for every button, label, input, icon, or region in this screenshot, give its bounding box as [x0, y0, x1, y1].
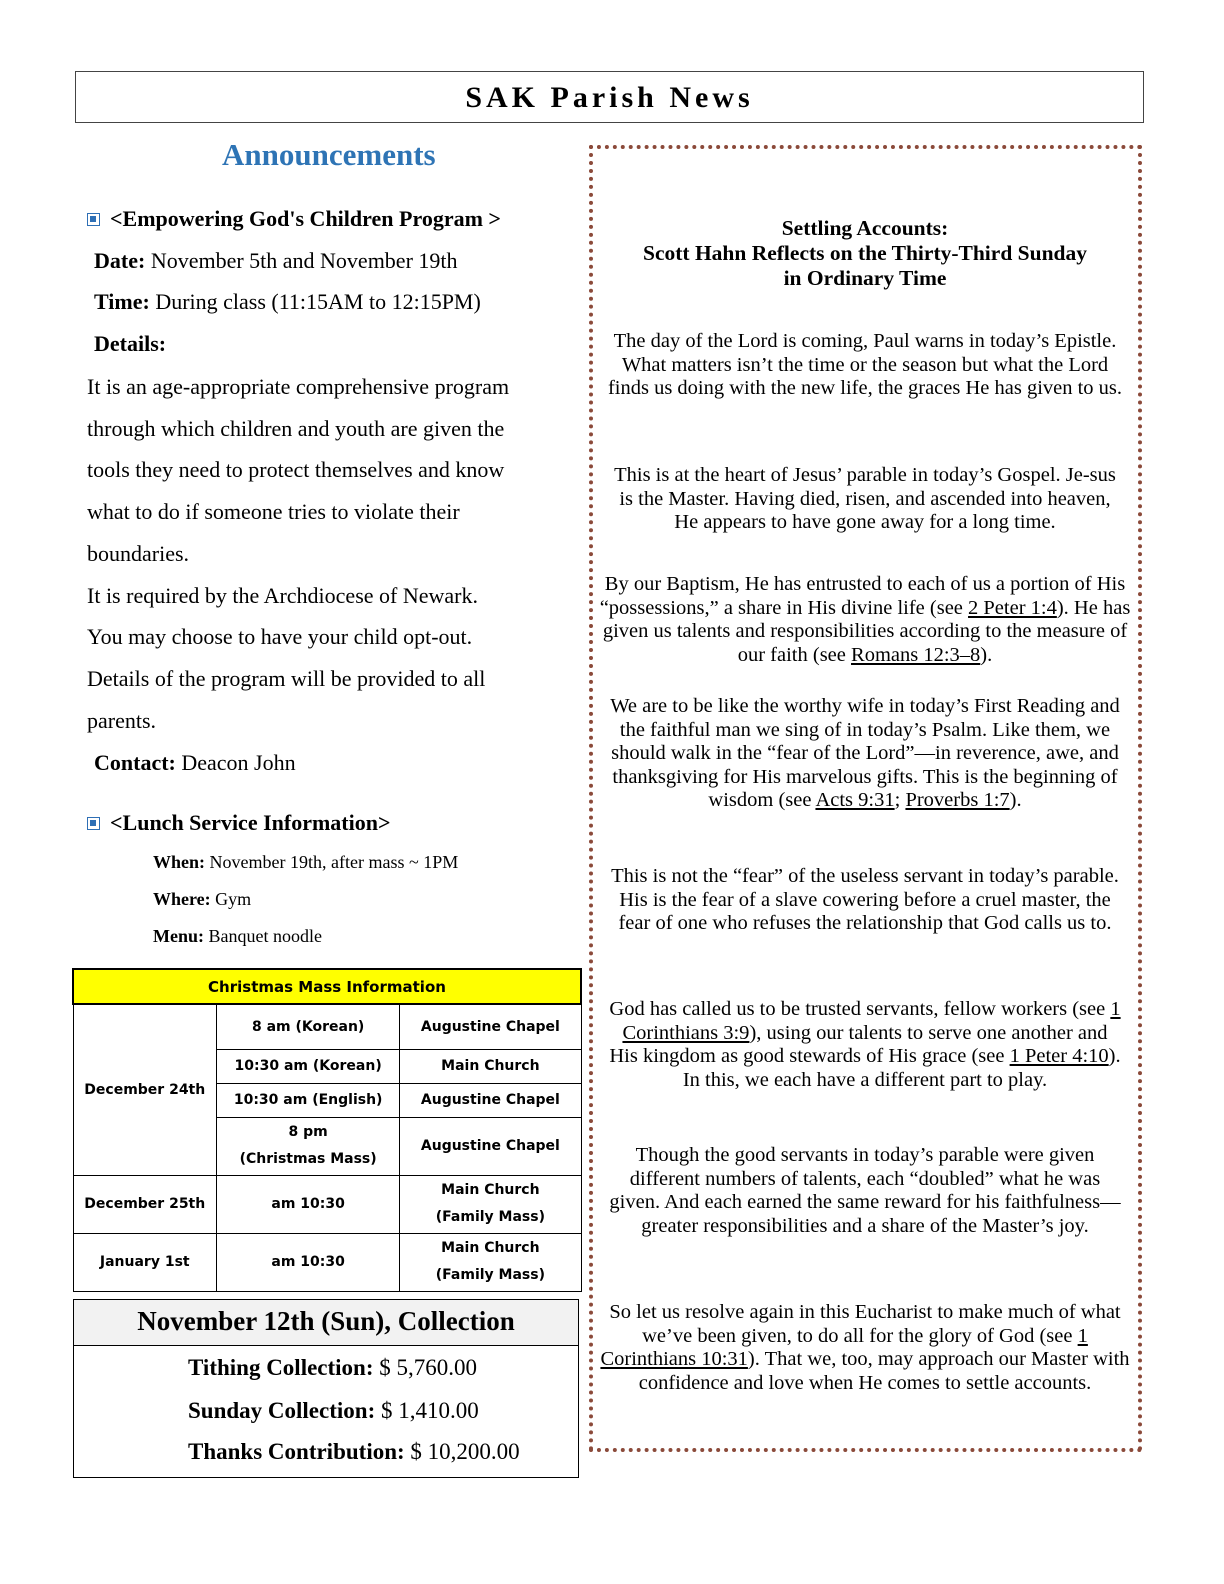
lunch-where: Where: Gym [153, 889, 252, 909]
details-line: what to do if someone tries to violate their [87, 499, 460, 524]
program-contact [94, 750, 296, 776]
newsletter-header [75, 71, 1144, 123]
article-heading: Settling Accounts: Scott Hahn Reflects on the Thirty-Third Sunday in Ordinary Time [643, 216, 1087, 290]
sunday-collection: Sunday Collection: $ 1,410.00 [188, 1398, 479, 1423]
scripture-link[interactable]: Proverbs 1:7 [905, 789, 1010, 811]
time-value: During class (11:15AM to 12:15PM) [149, 289, 481, 314]
scripture-link[interactable]: 1 Corinthians 3:9 [622, 998, 1121, 1044]
lunch-heading: <Lunch Service Information> [110, 810, 391, 835]
mass-time-cell: 8 am (Korean) [217, 1004, 400, 1049]
mass-place-cell: Main Church (Family Mass) [400, 1175, 581, 1233]
newsletter-title: SAK Parish News [465, 81, 754, 114]
scripture-link[interactable]: 1 Corinthians 10:31 [600, 1324, 1088, 1370]
details-line: boundaries. [87, 541, 190, 566]
lunch-heading-row [87, 810, 391, 836]
details-line: It is required by the Archdiocese of Newark. [87, 583, 478, 608]
date-label: Date: [94, 248, 146, 273]
article-paragraph: We are to be like the worthy wife in today’s First Reading and the faithful man we sing of in today’s Psalm. Like them, we should walk in the “fear of the Lord”—in reverence, awe, and thanksgiving for His marvelous gifts. This is the beginning of wisdom (see Acts 9:31; Proverbs 1:7). [610, 695, 1120, 811]
square-bullet-icon [87, 213, 100, 226]
mass-time-cell: am 10:30 [217, 1175, 400, 1233]
details-line: You may choose to have your child opt-out. [87, 624, 473, 649]
dec24-date-cell: December 24th [73, 1004, 217, 1175]
mass-place-cell: Augustine Chapel [400, 1117, 581, 1175]
jan1-date-cell: January 1st [73, 1233, 217, 1291]
program-heading-row [87, 206, 501, 232]
scripture-link[interactable]: Acts 9:31 [815, 789, 895, 811]
contact-value: Deacon John [175, 750, 296, 775]
square-bullet-icon [87, 817, 100, 830]
contact-label: Contact: [94, 750, 176, 775]
christmas-mass-table [72, 968, 582, 1292]
program-time [94, 289, 481, 315]
announcements-title: Announcements [222, 137, 436, 172]
time-label: Time: [94, 289, 150, 314]
table-title: Christmas Mass Information [73, 969, 581, 1004]
thanks-contribution: Thanks Contribution: $ 10,200.00 [188, 1439, 520, 1464]
scripture-link[interactable]: 1 Peter 4:10 [1009, 1045, 1109, 1067]
program-date [94, 248, 458, 274]
article-paragraph: The day of the Lord is coming, Paul warns in today’s Epistle. What matters isn’t the time or the season but what the Lord finds us doing with the new life, the graces He has given to us. [607, 330, 1123, 399]
tithing-collection: Tithing Collection: $ 5,760.00 [188, 1355, 478, 1380]
program-heading: <Empowering God's Children Program > [110, 206, 501, 231]
mass-time-cell: 10:30 am (English) [217, 1083, 400, 1117]
mass-time-cell: am 10:30 [217, 1233, 400, 1291]
details-line: parents. [87, 708, 157, 733]
article-paragraph: This is not the “fear” of the useless servant in today’s parable. His is the fear of a slave cowering before a cruel master, the fear of one who refuses the relationship that God calls us to. [611, 865, 1119, 934]
details-line: It is an age-appropriate comprehensive program [87, 374, 510, 399]
mass-time-cell: 8 pm (Christmas Mass) [217, 1117, 400, 1175]
details-line: through which children and youth are given the [87, 416, 505, 441]
details-line: Details of the program will be provided to all [87, 666, 486, 691]
mass-place-cell: Main Church (Family Mass) [400, 1233, 581, 1291]
scripture-link[interactable]: 2 Peter 1:4 [968, 596, 1057, 619]
mass-place-cell: Main Church [400, 1049, 581, 1083]
mass-place-cell: Augustine Chapel [400, 1083, 581, 1117]
article-paragraph: So let us resolve again in this Eucharist to make much of what we’ve been given, to do all for the glory of God (see 1 Corinthians 10:31). That we, too, may approach our Master with confidence and love when He comes to settle accounts. [600, 1301, 1130, 1394]
lunch-menu: Menu: Banquet noodle [153, 926, 322, 946]
article-paragraph: By our Baptism, He has entrusted to each of us a portion of His “possessions,” a share in His divine life (see 2 Peter 1:4). He has given us talents and responsibilities according to the measure of our faith (see Romans 12:3–8). [599, 573, 1131, 666]
lunch-when: When: November 19th, after mass ~ 1PM [153, 852, 459, 872]
mass-place-cell: Augustine Chapel [400, 1004, 581, 1049]
details-line: tools they need to protect themselves and know [87, 457, 505, 482]
collection-title: November 12th (Sun), Collection [74, 1300, 578, 1346]
article-paragraph: This is at the heart of Jesus’ parable in today’s Gospel. Je-sus is the Master. Having died, risen, and ascended into heaven, He appears to have gone away for a long time. [614, 464, 1116, 533]
mass-time-cell: 10:30 am (Korean) [217, 1049, 400, 1083]
article-paragraph: Though the good servants in today’s parable were given different numbers of talents, each “doubled” what he was given. And each earned the same reward for his faithfulness—greater responsibilities and a share of the Master’s joy. [609, 1144, 1121, 1237]
dec25-date-cell: December 25th [73, 1175, 217, 1233]
date-value: November 5th and November 19th [145, 248, 458, 273]
scripture-link[interactable]: Romans 12:3–8 [851, 643, 981, 666]
article-paragraph: God has called us to be trusted servants, fellow workers (see 1 Corinthians 3:9), using our talents to serve one another and His kingdom as good stewards of His grace (see 1 Peter 4:10). In this, we each have a different part to play. [609, 998, 1121, 1091]
program-details-label: Details: [94, 331, 167, 356]
